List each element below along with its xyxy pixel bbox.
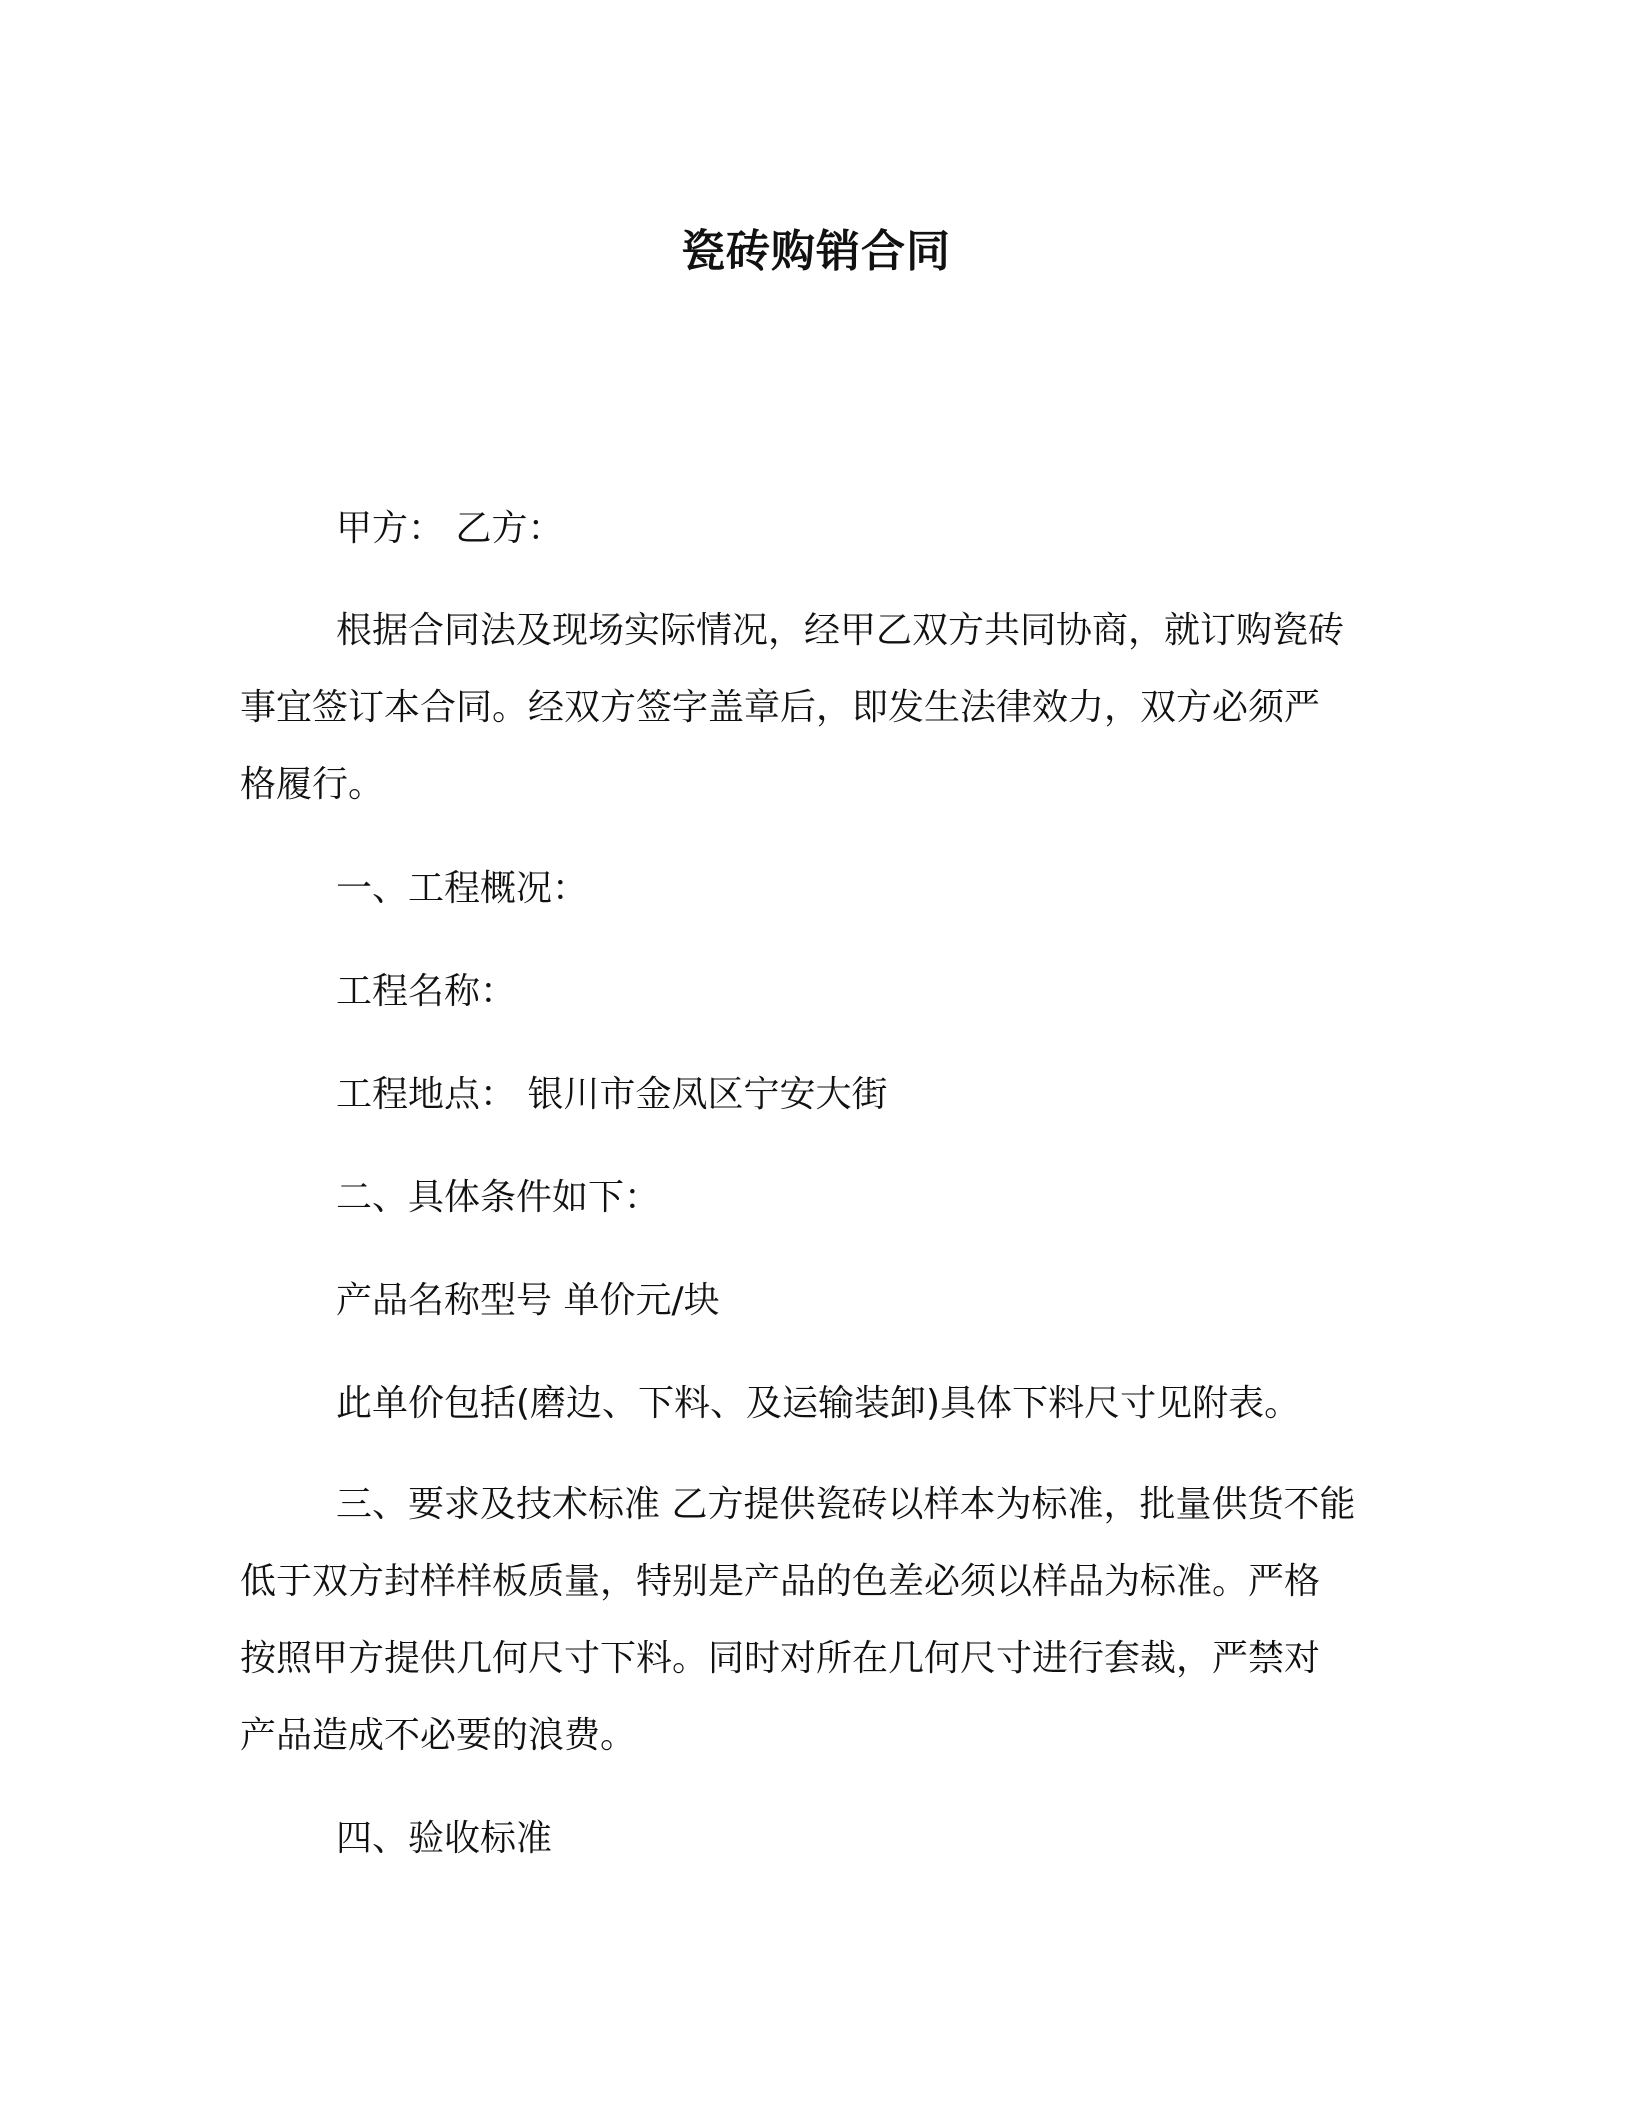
section3-line: 产品造成不必要的浪费。 — [240, 1715, 637, 1756]
project-name-line: 工程名称： — [336, 971, 517, 1012]
party-line: 甲方： 乙方： — [336, 508, 564, 549]
section4-heading: 四、验收标准 — [336, 1818, 553, 1859]
section1-heading: 一、工程概况： — [336, 868, 589, 909]
section2-heading: 二、具体条件如下： — [336, 1177, 661, 1218]
section3-line: 低于双方封样样板质量，特别是产品的色差必须以样品为标准。严格 — [240, 1561, 1321, 1602]
intro-line: 格履行。 — [240, 764, 385, 805]
section3-paragraph — [240, 1466, 1390, 1774]
intro-line: 事宜签订本合同。经双方签字盖章后，即发生法律效力，双方必须严 — [240, 687, 1321, 728]
intro-line: 根据合同法及现场实际情况，经甲乙双方共同协商，就订购瓷砖 — [336, 610, 1345, 651]
document-title: 瓷砖购销合同 — [681, 226, 951, 277]
price-note-line: 此单价包括(磨边、下料、及运输装卸)具体下料尺寸见附表。 — [336, 1383, 1301, 1424]
project-location-line: 工程地点： 银川市金凤区宁安大街 — [336, 1074, 888, 1115]
product-line: 产品名称型号 单价元/块 — [336, 1280, 720, 1321]
section3-line: 三、要求及技术标准 乙方提供瓷砖以样本为标准，批量供货不能 — [336, 1484, 1356, 1525]
section3-line: 按照甲方提供几何尺寸下料。同时对所在几何尺寸进行套裁，严禁对 — [240, 1638, 1321, 1679]
intro-paragraph — [240, 592, 1390, 823]
